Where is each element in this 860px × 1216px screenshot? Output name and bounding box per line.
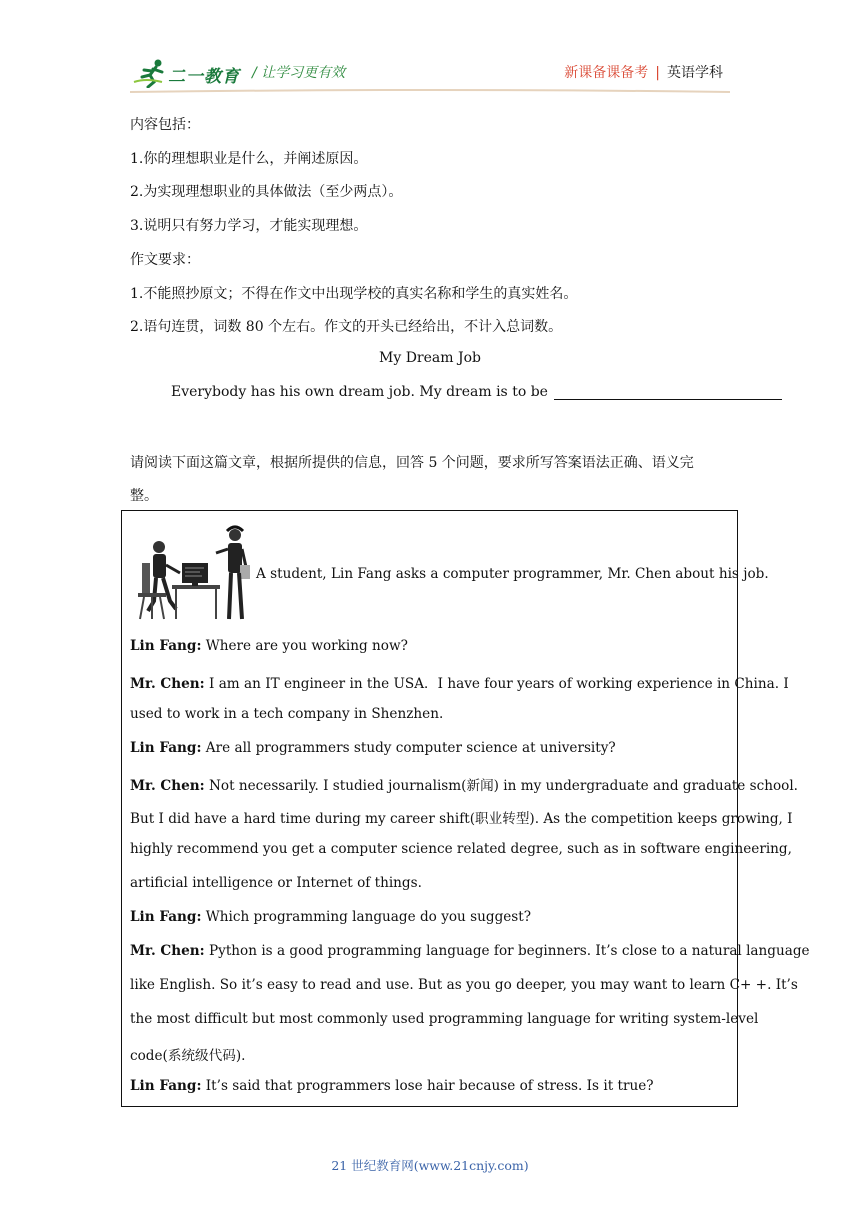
dialogue-line [130, 807, 793, 827]
speaker-name: Lin Fang: [130, 1078, 202, 1094]
dialogue-text: used to work in a tech company in Shenzhen. [130, 706, 444, 722]
header-slogan: / 让学习更有效 [252, 65, 346, 81]
header-course-label: 新课备课备考 [564, 65, 649, 81]
dialogue-line [130, 1044, 245, 1064]
essay-opening-text: Everybody has his own dream job. My dream is to be [171, 384, 548, 400]
content-line-6: 2.语句连贯，词数 80 个左右。作文的开头已经给出，不计入总词数。 [130, 319, 563, 335]
dialogue-line [130, 841, 792, 857]
header-right [564, 62, 723, 82]
dialogue-text: Python is a good programming language for beginners. It’s close to a natural language [204, 943, 810, 959]
dialogue-text: I am an IT engineer in the USA．I have four years of working experience in China. I [204, 676, 789, 692]
content-line-0: 内容包括： [130, 117, 200, 133]
dialogue-text: Are all programmers study computer science at university? [201, 740, 616, 756]
header-divider [130, 84, 730, 96]
content-line-3: 3.说明只有努力学习，才能实现理想。 [130, 218, 368, 234]
reading-instruction-line-2: 整。 [130, 488, 158, 504]
content-line-5: 1.不能照抄原文；不得在作文中出现学校的真实名称和学生的真实姓名。 [130, 286, 578, 302]
speaker-name: Mr. Chen: [130, 778, 205, 794]
dialogue-line [130, 706, 443, 722]
dialogue-intro: A student, Lin Fang asks a computer programmer, Mr. Chen about his job. [256, 566, 769, 582]
dialogue-text: the most difficult but most commonly used programming language for writing system-level [130, 1011, 759, 1027]
header-separator: | [655, 65, 660, 81]
page-header [0, 0, 860, 100]
dialogue-line [130, 1011, 758, 1027]
dialogue-line [130, 638, 408, 654]
programmer-and-student-illustration-icon [134, 523, 258, 623]
dialogue-line [130, 774, 798, 794]
content-line-2: 2.为实现理想职业的具体做法（至少两点）。 [130, 184, 403, 200]
dialogue-text: code(系统级代码). [130, 1048, 246, 1064]
dialogue-text: It’s said that programmers lose hair because of stress. Is it true? [201, 1078, 654, 1094]
dialogue-text: But I did have a hard time during my career shift(职业转型). As the competition keeps growing, I [130, 811, 793, 827]
page-footer[interactable]: 21 世纪教育网(www.21cnjy.com) [331, 1158, 529, 1173]
dialogue-text: Which programming language do you suggest? [201, 909, 532, 925]
header-subject: 英语学科 [667, 65, 723, 81]
speaker-name: Lin Fang: [130, 638, 202, 654]
content-line-4: 作文要求： [130, 252, 200, 268]
reading-instruction-line-1: 请阅读下面这篇文章，根据所提供的信息，回答 5 个问题，要求所写答案语法正确、语义完 [130, 455, 694, 471]
essay-opening [171, 384, 782, 400]
dialogue-text: artificial intelligence or Internet of things. [130, 875, 422, 891]
content-line-1: 1.你的理想职业是什么，并阐述原因。 [130, 151, 368, 167]
dialogue-line [130, 672, 789, 692]
logo-text: 二一教育 [168, 67, 240, 87]
dialogue-line [130, 909, 531, 925]
speaker-name: Lin Fang: [130, 740, 202, 756]
dialogue-line [130, 875, 422, 891]
dialogue-line [130, 943, 810, 959]
dialogue-line [130, 1078, 654, 1094]
speaker-name: Mr. Chen: [130, 676, 205, 692]
speaker-name: Mr. Chen: [130, 943, 205, 959]
dialogue-text: Where are you working now? [201, 638, 408, 654]
dialogue-text: Not necessarily. I studied journalism(新闻) in my undergraduate and graduate school. [204, 778, 799, 794]
dialogue-text: highly recommend you get a computer science related degree, such as in software engineering, [130, 841, 792, 857]
dialogue-box [121, 510, 810, 1107]
essay-blank [554, 385, 782, 400]
dialogue-line [130, 740, 616, 756]
dialogue-text: like English. So it’s easy to read and use. But as you go deeper, you may want to learn C+ +. It’s [130, 977, 798, 993]
essay-title: My Dream Job [379, 350, 481, 366]
speaker-name: Lin Fang: [130, 909, 202, 925]
dialogue-line [130, 977, 798, 993]
